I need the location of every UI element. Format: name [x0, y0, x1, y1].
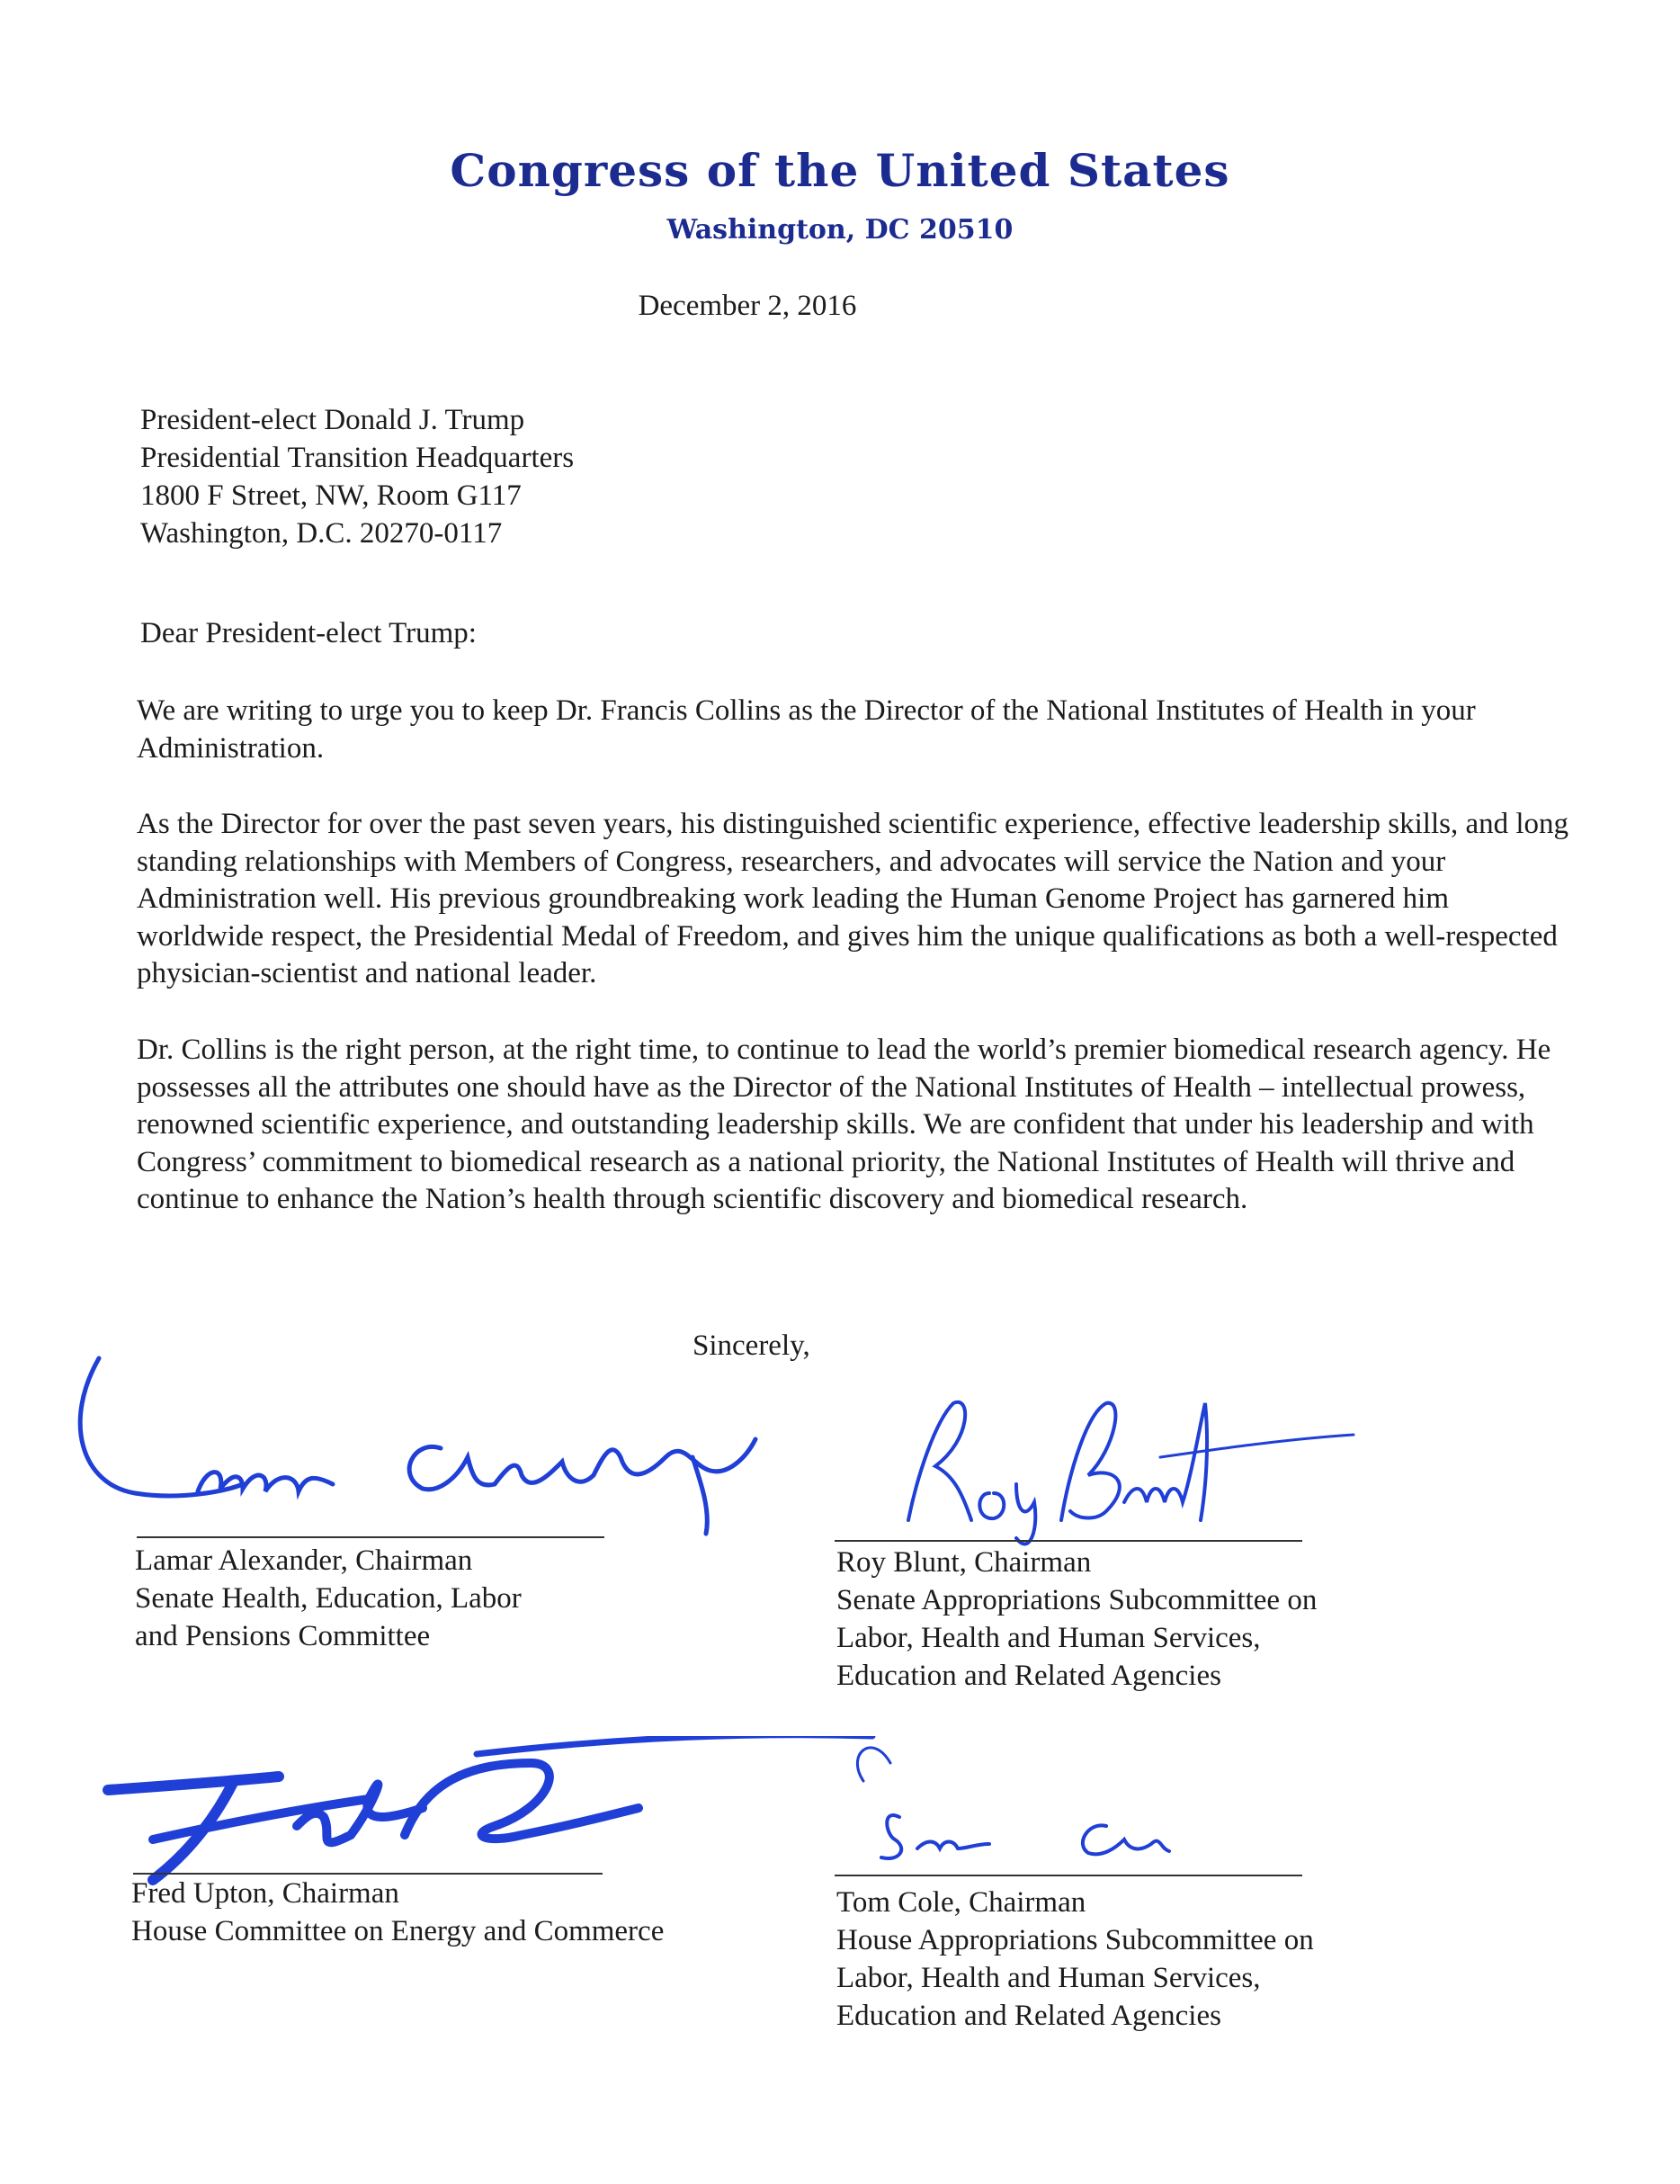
signatory-committee: and Pensions Committee — [135, 1620, 431, 1652]
closing: Sincerely, — [693, 1329, 810, 1362]
signatory-name: Lamar Alexander, Chairman — [135, 1544, 473, 1577]
address-line: Presidential Transition Headquarters — [140, 442, 575, 474]
letterhead-subtitle: Washington, DC 20510 — [666, 214, 1014, 246]
address-line: 1800 F Street, NW, Room G117 — [140, 479, 522, 512]
signatory-name: Tom Cole, Chairman — [836, 1886, 1086, 1919]
signatory-block-tom-cole — [836, 1884, 1314, 2035]
signatory-committee: House Appropriations Subcommittee on — [836, 1924, 1314, 1956]
body-paragraph: We are writing to urge you to keep Dr. Francis Collins as the Director of the National Institutes of Health in your Administration. — [137, 694, 1476, 765]
signature-roy-blunt — [890, 1385, 1358, 1547]
signatory-committee: Labor, Health and Human Services, — [836, 1622, 1261, 1654]
signatory-committee: Education and Related Agencies — [836, 2000, 1221, 2032]
body-paragraph: Dr. Collins is the right person, at the right time, to continue to lead the world’s premier biomedical research agency. He possesses all the attributes one should have as the Director of the National Institutes of Health – intellectual prowess, renowned scientific experience, and outstanding leadership skills. We are confident that under his leadership and with Congress’ commitment to biomedical research as a national priority, the National Institutes of Health will thrive and continue to enhance the Nation’s health through scientific discovery and biomedical research. — [137, 1034, 1551, 1215]
signature-line — [137, 1536, 604, 1538]
signatory-name: Fred Upton, Chairman — [131, 1877, 399, 1910]
signature-tom-cole — [845, 1736, 1241, 1871]
address-line: Washington, D.C. 20270-0117 — [140, 517, 503, 550]
signatory-name: Roy Blunt, Chairman — [836, 1546, 1092, 1579]
signatory-committee: Senate Health, Education, Labor — [135, 1582, 522, 1615]
signature-line — [835, 1875, 1302, 1876]
recipient-address — [140, 401, 574, 552]
body-paragraph: As the Director for over the past seven years, his distinguished scientific experience, effective leadership skills, and long standing relationships with Members of Congress, researchers, and advocates will service the Nation and your Administration well. His previous groundbreaking work leading the Human Genome Project has garnered him worldwide respect, the Presidential Medal of Freedom, and gives him the unique qualifications as both a well-respected physician-scientist and national leader. — [137, 808, 1569, 989]
signature-fred-upton — [99, 1736, 908, 1889]
signatory-block-lamar-alexander — [135, 1542, 522, 1655]
signatory-block-fred-upton — [131, 1875, 664, 1950]
signatory-committee: Senate Appropriations Subcommittee on — [836, 1584, 1318, 1616]
address-line: President-elect Donald J. Trump — [140, 404, 525, 436]
letterhead-title: Congress of the United States — [450, 144, 1230, 197]
signatory-committee: Education and Related Agencies — [836, 1660, 1221, 1692]
signatory-block-roy-blunt — [836, 1544, 1317, 1695]
letter-date: December 2, 2016 — [638, 290, 857, 322]
salutation: Dear President-elect Trump: — [140, 617, 477, 649]
signatory-committee: Labor, Health and Human Services, — [836, 1962, 1261, 1994]
signature-line — [835, 1540, 1302, 1542]
signatory-committee: House Committee on Energy and Commerce — [131, 1915, 665, 1947]
signature-lamar-alexander — [63, 1340, 764, 1547]
